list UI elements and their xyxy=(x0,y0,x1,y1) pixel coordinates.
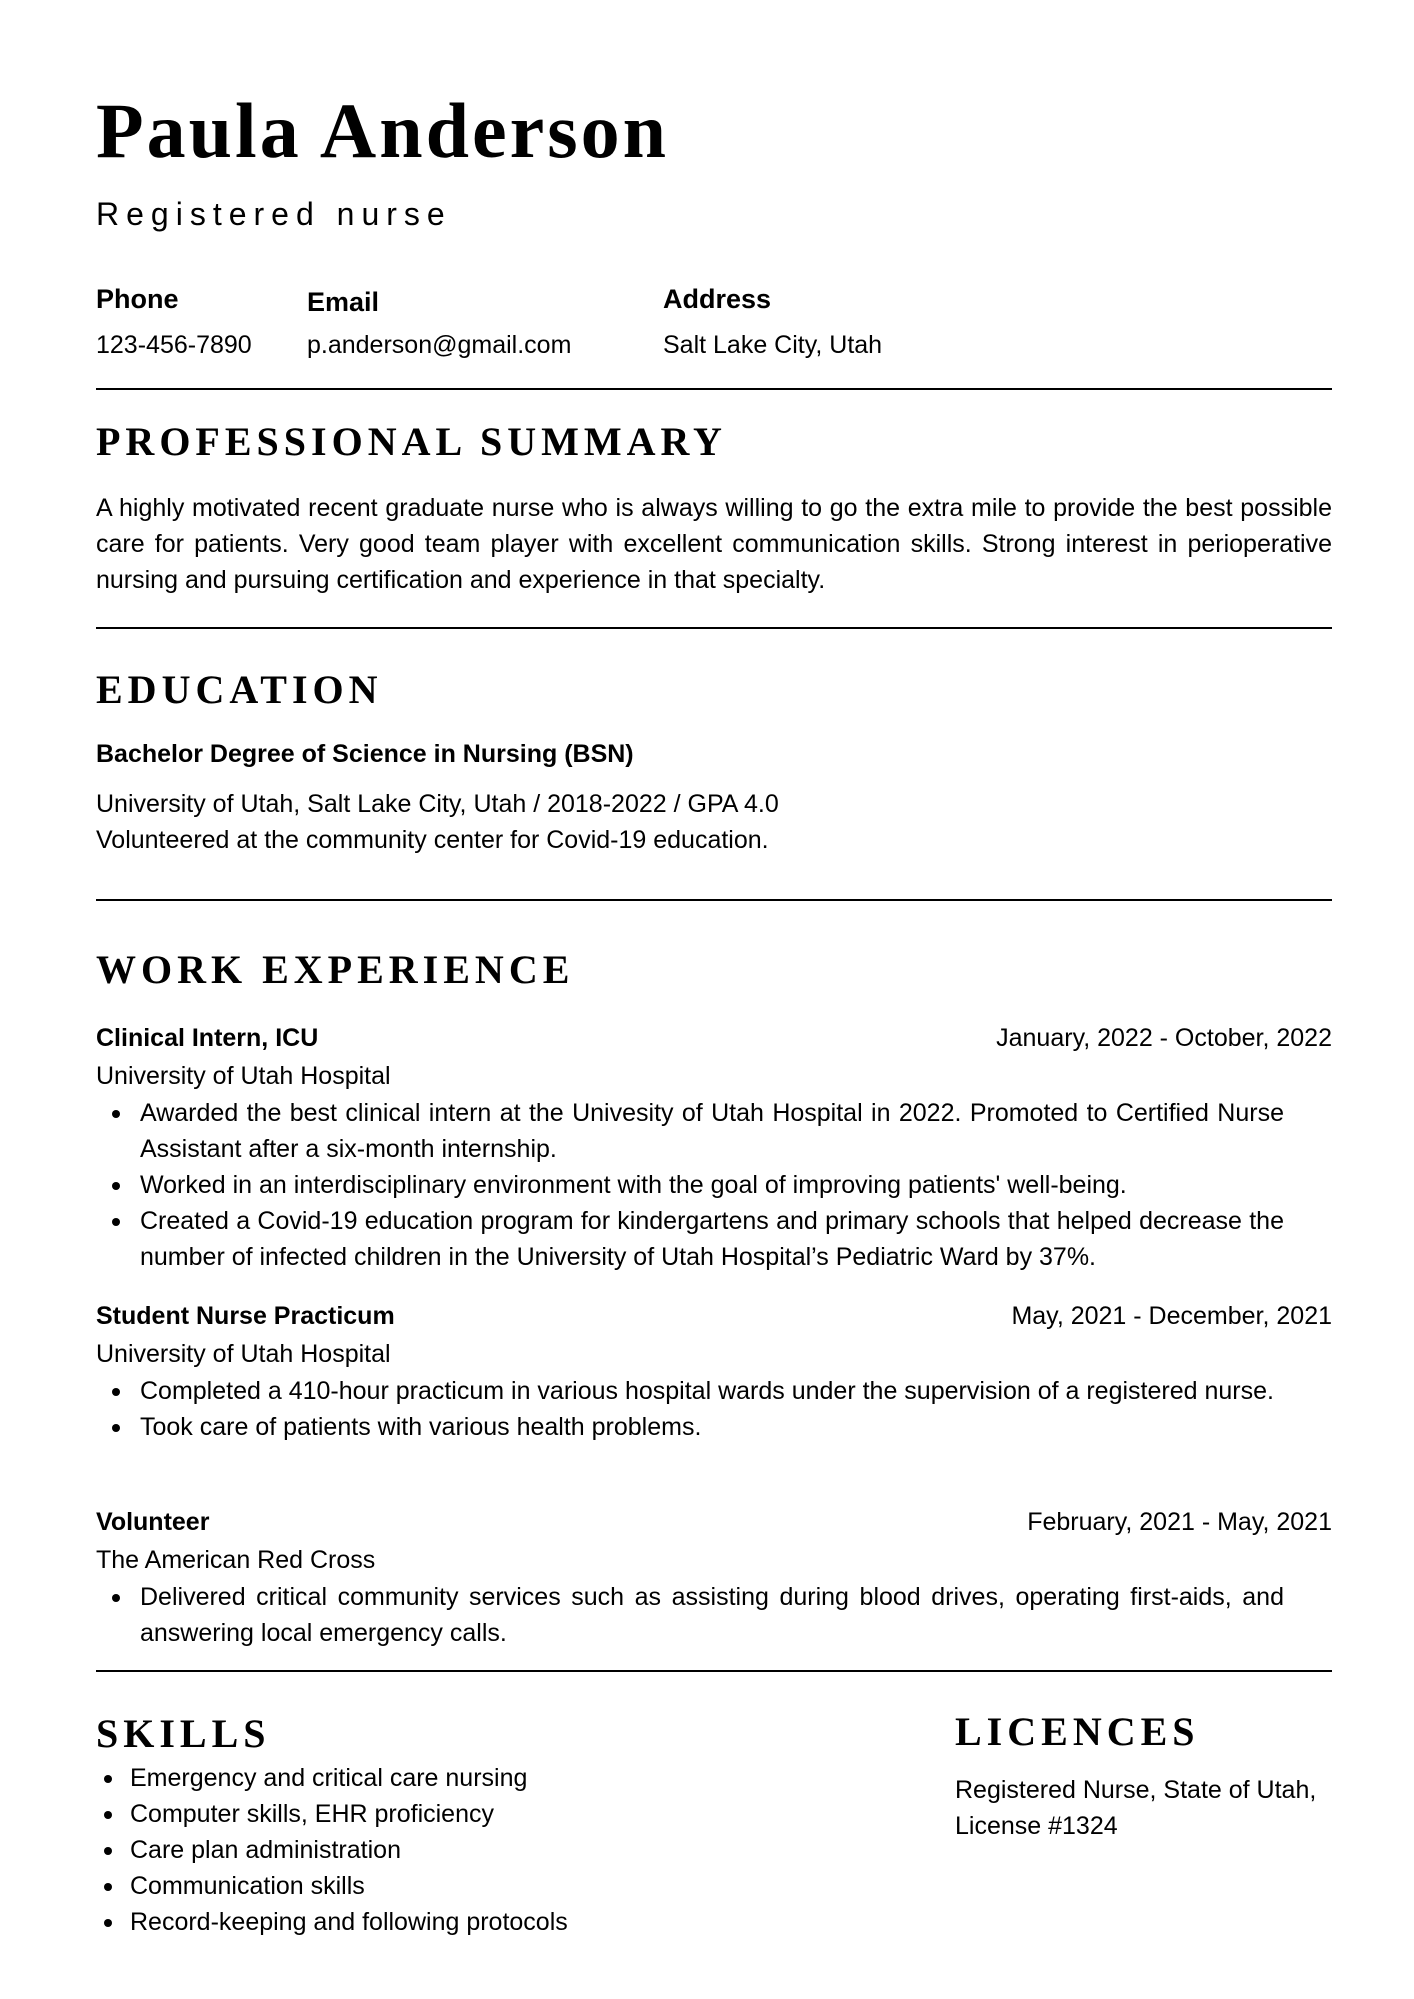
degree-title: Bachelor Degree of Science in Nursing (BSN) xyxy=(96,740,634,768)
address-value: Salt Lake City, Utah xyxy=(663,331,883,359)
education-details: University of Utah, Salt Lake City, Utah / 2018-2022 / GPA 4.0 xyxy=(96,790,779,818)
list-item: Delivered critical community services such as assisting during blood drives, operating first-aids, and answering local emergency calls. xyxy=(96,1579,1284,1651)
job-org-3: The American Red Cross xyxy=(96,1546,376,1574)
divider xyxy=(96,899,1332,901)
education-note: Volunteered at the community center for Covid-19 education. xyxy=(96,826,769,854)
job-title: Registered nurse xyxy=(96,196,452,232)
phone-label: Phone xyxy=(96,284,179,314)
licences-heading: LICENCES xyxy=(955,1709,1200,1754)
phone-value: 123-456-7890 xyxy=(96,331,252,359)
skills-list xyxy=(96,1760,736,1940)
divider xyxy=(96,388,1332,390)
job-org-2: University of Utah Hospital xyxy=(96,1340,391,1368)
education-heading: EDUCATION xyxy=(96,667,383,712)
job-org-1: University of Utah Hospital xyxy=(96,1062,391,1090)
job-bullets-1 xyxy=(96,1095,1284,1275)
job-title-1: Clinical Intern, ICU xyxy=(96,1024,319,1052)
list-item: Created a Covid-19 education program for kindergartens and primary schools that helped decrease the number of infected children in the University of Utah Hospital’s Pediatric Ward by 37%. xyxy=(96,1203,1284,1275)
licence-text: Registered Nurse, State of Utah, License #1324 xyxy=(955,1776,1317,1840)
list-item: Communication skills xyxy=(96,1868,736,1904)
summary-text: A highly motivated recent graduate nurse who is always willing to go the extra mile to provide the best possible care for patients. Very good team player with excellent communication skills. Strong interest in perioperative nursing and pursuing certification and experience in that specialty. xyxy=(96,494,1332,594)
list-item: Care plan administration xyxy=(96,1832,736,1868)
email-label: Email xyxy=(307,287,380,317)
job-dates-3: February, 2021 - May, 2021 xyxy=(1027,1508,1332,1536)
list-item: Awarded the best clinical intern at the Univesity of Utah Hospital in 2022. Promoted to Certified Nurse Assistant after a six-month internship. xyxy=(96,1095,1284,1167)
candidate-name: Paula Anderson xyxy=(96,87,669,174)
job-dates-2: May, 2021 - December, 2021 xyxy=(1011,1302,1332,1330)
list-item: Record-keeping and following protocols xyxy=(96,1904,736,1940)
list-item: Completed a 410-hour practicum in various hospital wards under the supervision of a registered nurse. xyxy=(96,1373,1284,1409)
job-dates-1: January, 2022 - October, 2022 xyxy=(996,1024,1332,1052)
list-item: Computer skills, EHR proficiency xyxy=(96,1796,736,1832)
job-bullets-2 xyxy=(96,1373,1284,1445)
divider xyxy=(96,1670,1332,1672)
list-item: Worked in an interdisciplinary environment with the goal of improving patients' well-being. xyxy=(96,1167,1284,1203)
job-title-2: Student Nurse Practicum xyxy=(96,1302,395,1330)
summary-heading: PROFESSIONAL SUMMARY xyxy=(96,419,727,464)
work-heading: WORK EXPERIENCE xyxy=(96,947,575,992)
email-value: p.anderson@gmail.com xyxy=(307,331,572,359)
job-title-3: Volunteer xyxy=(96,1508,210,1536)
job-bullets-3 xyxy=(96,1579,1284,1651)
skills-heading: SKILLS xyxy=(96,1711,271,1756)
list-item: Emergency and critical care nursing xyxy=(96,1760,736,1796)
list-item: Took care of patients with various health problems. xyxy=(96,1409,1284,1445)
address-label: Address xyxy=(663,284,772,314)
divider xyxy=(96,627,1332,629)
